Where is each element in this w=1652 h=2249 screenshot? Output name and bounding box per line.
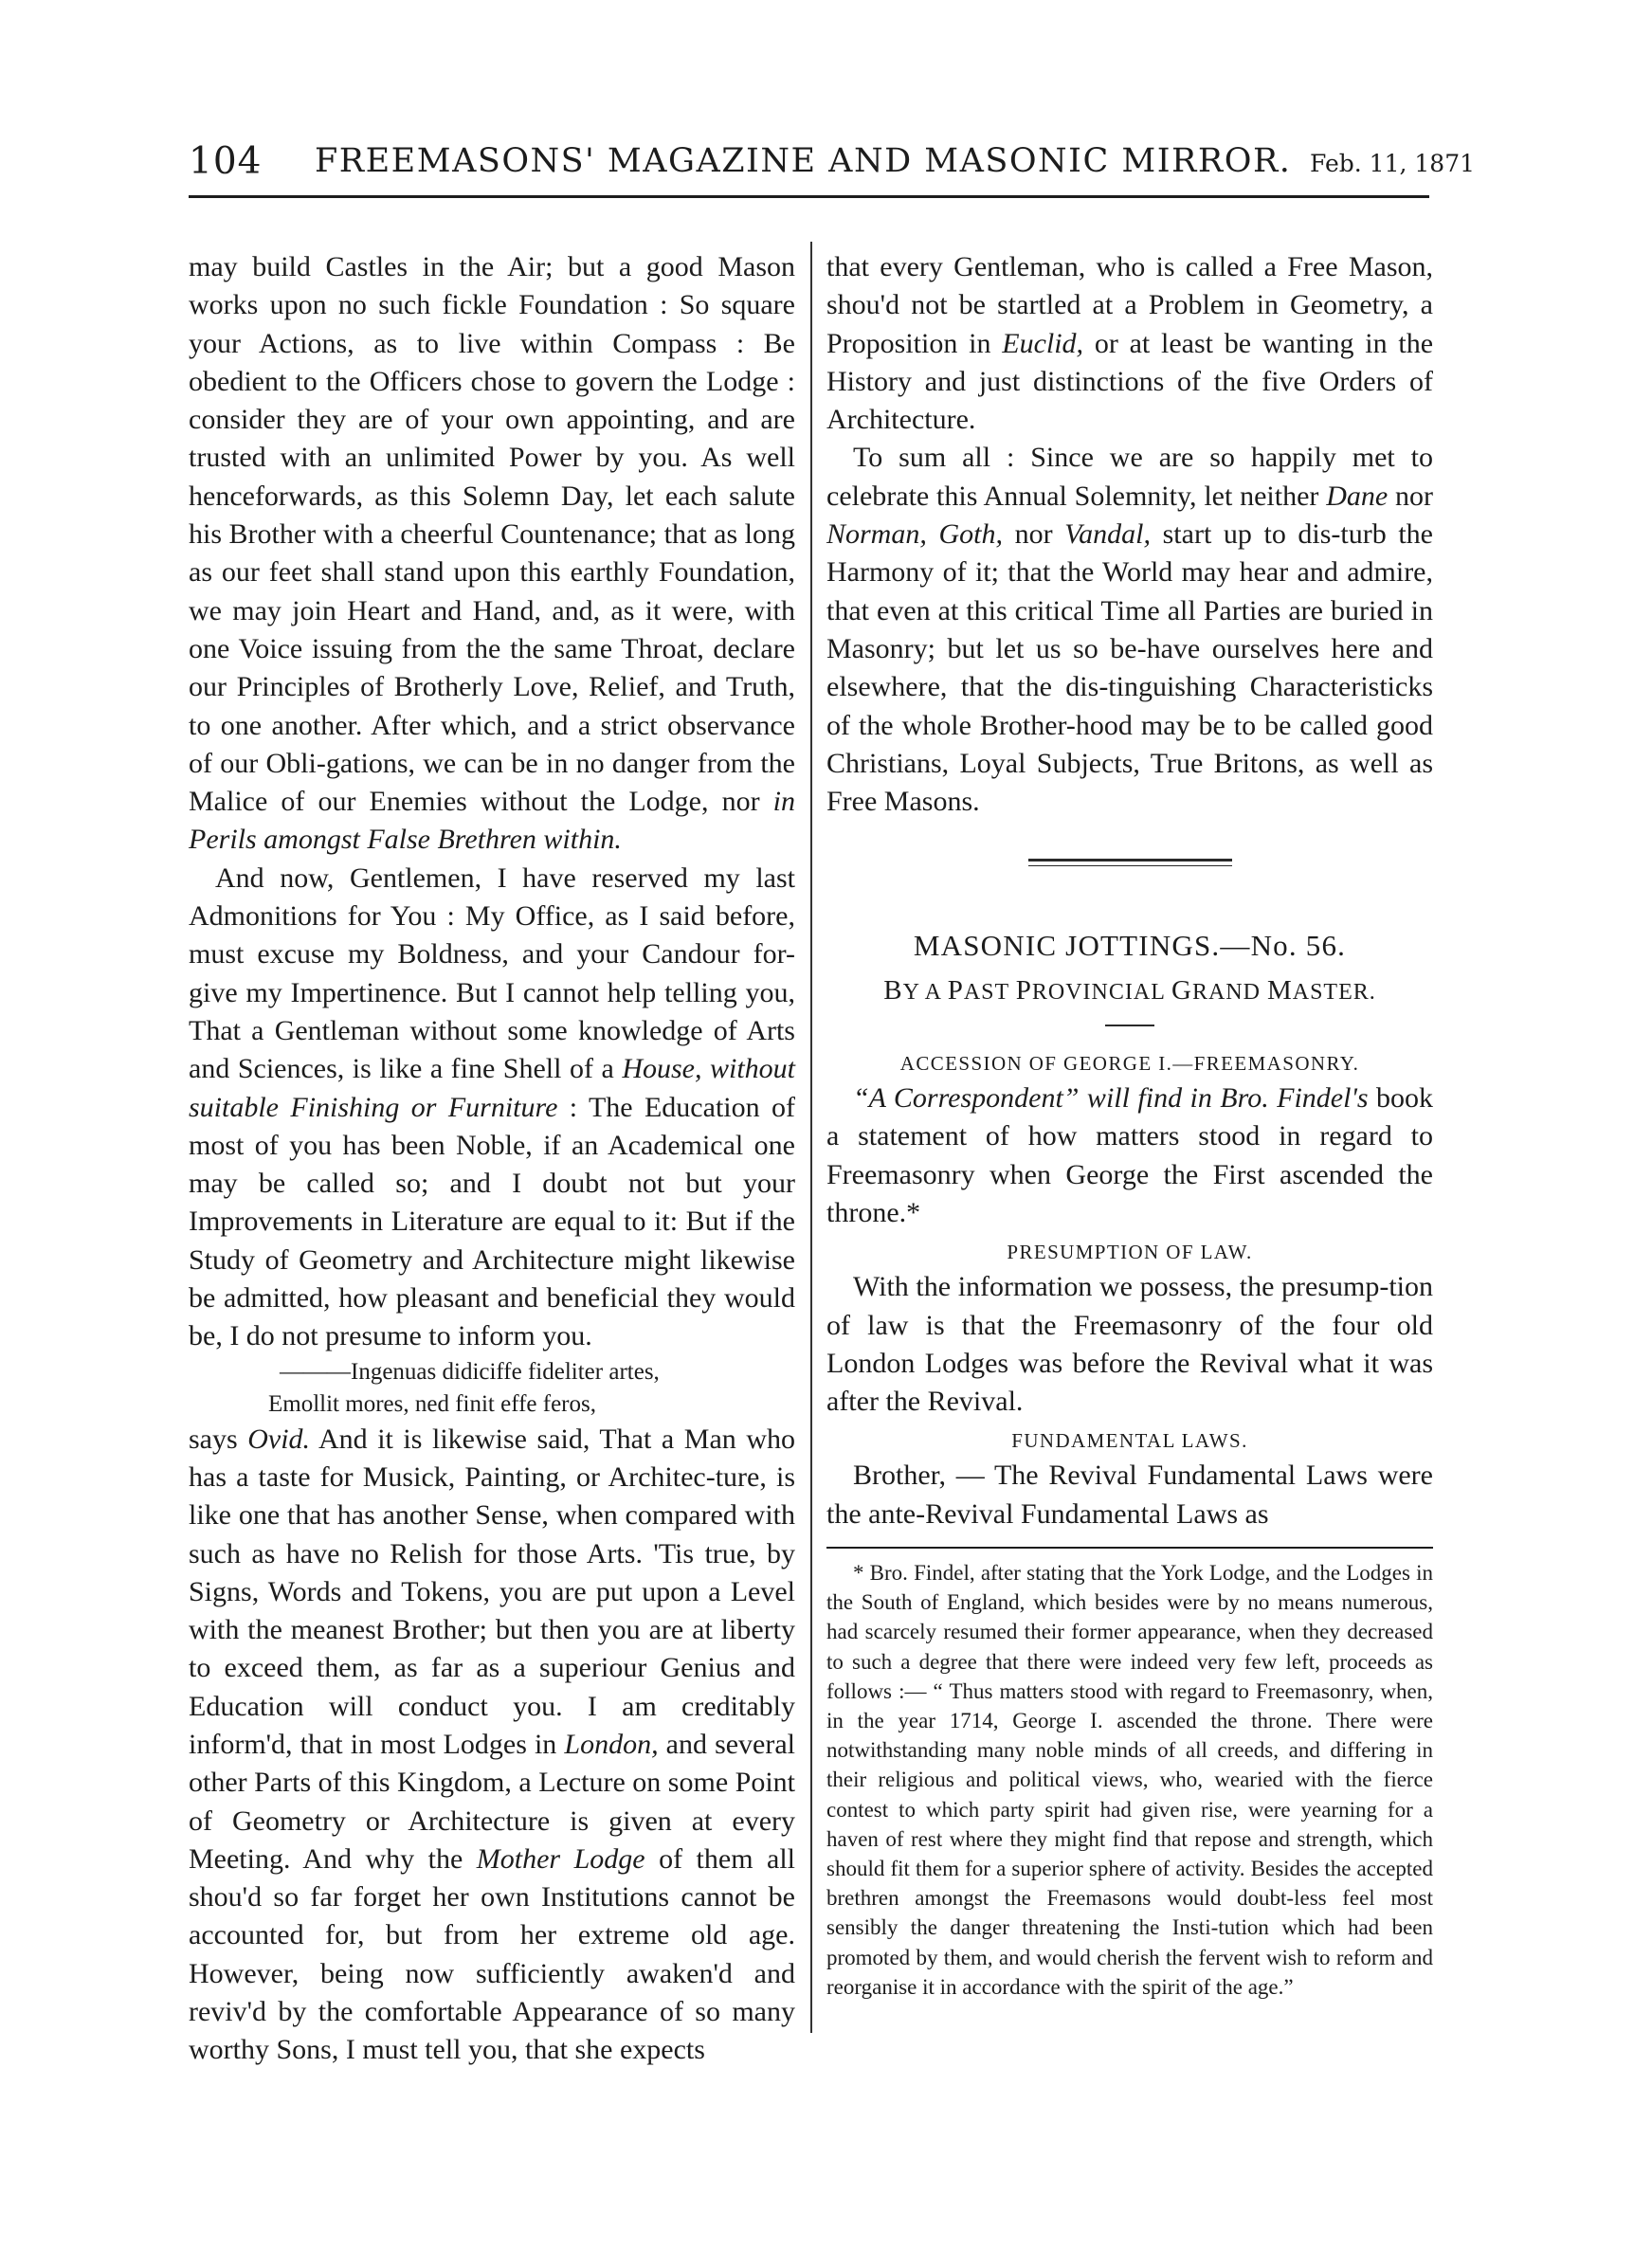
verse-line: ———Ingenuas didiciffe fideliter artes, xyxy=(280,1358,660,1385)
left-paragraph-3: says Ovid. And it is likewise said, That a Man who has a taste for Musick, Painting, or Architec-ture, is like one that has another Sense, when compared with such as have no Relish for those Arts. 'Tis true, by Signs, Words and Tokens, you are put upon a Level with the meanest Brother; but then you are at liberty to exceed them, as far as a superiour Genius and Education will conduct you. I am creditably inform'd, that in most Lodges in London, and several other Parts of this Kingdom, a Lecture on some Point of Geometry or Architecture is given at every Meeting. And why the Mother Lodge of them all shou'd so far forget her own Institutions cannot be accounted for, but from her extreme old age. However, being now sufficiently awaken'd and reviv'd by the comfortable Appearance of so many worthy Sons, I must tell you, that she expects xyxy=(189,1423,796,2066)
section-heading: FUNDAMENTAL LAWS. xyxy=(1011,1429,1248,1453)
running-title: FREEMASONS' MAGAZINE AND MASONIC MIRROR. xyxy=(315,142,1292,180)
section-paragraph: With the information we possess, the presump-tion of law is that the Freemasonry of the four old London Lodges was before the Revival what it was after the Revival. xyxy=(826,1271,1433,1418)
right-paragraph-summary: To sum all : Since we are so happily met to celebrate this Annual Solemnity, let neither Dane nor Norman, Goth, nor Vandal, start up to dis-turb the Harmony of it; that the World may hear and admire, that even at this critical Time all Parties are buried in Masonry; but let us so be-have ourselves here and elsewhere, that the dis-tinguishing Characteristicks of the whole Brother-hood may be to be called good Christians, Loyal Subjects, True Britons, as well as Free Masons. xyxy=(826,442,1434,818)
verse-line: Emollit mores, ned finit effe feros, xyxy=(268,1390,596,1417)
left-paragraph-1: may build Castles in the Air; but a good Mason works upon no such fickle Foundation : So square your Actions, as to live within Compass : Be obedient to the Officers chose to govern the Lodge : consider they are of your own appointing, and are trusted with an unlimited Power by you. As well henceforwards, as this Solemn Day, let each salute his Brother with a cheerful Countenance; that as long as our feet shall stand upon this earthly Foundation, we may join Heart and Hand, and, as it were, with one Voice issuing from the the same Throat, declare our Principles of Brotherly Love, Relief, and Truth, to one another. After which, and a strict observance of our Obli-gations, we can be in no danger from the Malice of our Enemies without the Lodge, nor in Perils amongst False Brethren within. xyxy=(189,251,795,856)
issue-date: Feb. 11, 1871 xyxy=(1310,150,1475,177)
section-paragraph: “A Correspondent” will find in Bro. Findel's book a statement of how matters stood in regard to Freemasonry when George the First ascended the throne.* xyxy=(826,1082,1433,1228)
section-heading: ACCESSION OF GEORGE I.—FREEMASONRY. xyxy=(899,1052,1360,1076)
column-divider xyxy=(810,242,812,2033)
right-column xyxy=(826,248,1434,1999)
section-paragraph: Brother, — The Revival Fundamental Laws were the ante-Revival Fundamental Laws as xyxy=(826,1460,1433,1530)
footnote-rule xyxy=(826,1547,1433,1549)
section-heading: PRESUMPTION OF LAW. xyxy=(1007,1241,1253,1264)
latin-verse xyxy=(189,1356,795,1421)
article-byline: BY A PAST PROVINCIAL GRAND MASTER. xyxy=(883,974,1376,1006)
right-paragraph-continued: that every Gentleman, who is called a Free Mason, shou'd not be startled at a Problem in Geometry, a Proposition in Euclid, or at least be wanting in the History and just distinctions of the five Orders of Architecture. xyxy=(826,251,1434,436)
header-rule xyxy=(189,195,1429,198)
byline-rule xyxy=(1105,1025,1154,1026)
footnote: * Bro. Findel, after stating that the York Lodge, and the Lodges in the South of England, which besides were by no means numerous, had scarcely resumed their former appearance, when they decreased to such a degree that there were indeed very few left, proceeds as follows :— “ Thus matters stood with regard to Freemasonry, when, in the year 1714, George I. ascended the throne. There were notwithstanding many noble minds of all creeds, and differing in their religious and political views, who, wearied with the fierce contest to which party spirit had given rise, were yearning for a haven of rest where they might find that repose and strength, which should fit them for a superior sphere of activity. Besides the accepted brethren amongst the Freemasons would doubt-less feel most sensibly the danger threatening the Insti-tution which had been promoted by them, and would cherish the fervent wish to reform and reorganise it in accordance with the spirit of the age.” xyxy=(826,1561,1433,1999)
left-paragraph-2: And now, Gentlemen, I have reserved my last Admonitions for You : My Office, as I said before, must excuse my Boldness, and your Candour for-give my Impertinence. But I cannot help telling you, That a Gentleman without some knowledge of Arts and Sciences, is like a fine Shell of a House, without suitable Finishing or Furniture : The Education of most of you has been Noble, if an Academical one may be called so; and I doubt not but your Improvements in Literature are equal to it: But if the Study of Geometry and Architecture might likewise be admitted, how pleasant and beneficial they would be, I do not presume to inform you. xyxy=(189,862,796,1352)
page-number: 104 xyxy=(189,140,263,183)
article-title: MASONIC JOTTINGS.—No. 56. xyxy=(913,929,1347,963)
left-column xyxy=(189,248,796,2066)
section-separator xyxy=(1028,859,1232,866)
